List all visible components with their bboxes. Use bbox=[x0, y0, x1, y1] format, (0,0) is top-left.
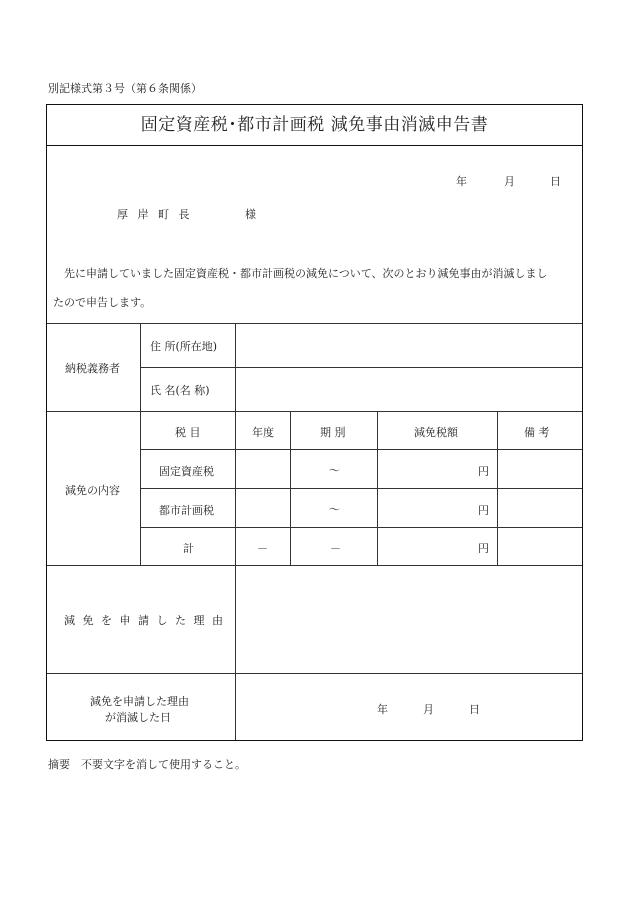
rule-details-top bbox=[47, 411, 582, 412]
row-fixed-asset-period: ～ bbox=[329, 464, 340, 477]
header-period: 期 別 bbox=[320, 426, 346, 439]
row-total-label: 計 bbox=[183, 542, 194, 555]
addressee-name: 厚 岸 町 長 bbox=[117, 208, 193, 221]
rule-details-row1 bbox=[140, 449, 582, 450]
details-section-label: 減免の内容 bbox=[65, 484, 120, 497]
date-year-label: 年 bbox=[456, 175, 467, 188]
form-label: 別記様式第３号（第６条関係） bbox=[48, 82, 202, 95]
name-label: 氏 名(名 称) bbox=[150, 384, 210, 397]
row-city-planning-period: ～ bbox=[329, 503, 340, 516]
row-city-planning-tax: 都市計画税 bbox=[159, 504, 214, 517]
date-month-label: 月 bbox=[504, 175, 515, 188]
rule-details-row3 bbox=[140, 527, 582, 528]
statement-line-1: 先に申請していました固定資産税・都市計画税の減免について、次のとおり減免事由が消滅しまし bbox=[64, 267, 548, 280]
reason-field[interactable] bbox=[236, 566, 582, 673]
ended-label-line-2: が消滅した日 bbox=[105, 711, 171, 724]
name-field[interactable] bbox=[236, 368, 582, 411]
rule-period-column bbox=[377, 411, 378, 565]
address-label: 住 所(所在地) bbox=[150, 340, 218, 353]
footer-note: 摘要 不要文字を消して使用すること。 bbox=[48, 758, 246, 771]
rule-amount-column bbox=[497, 411, 498, 565]
reason-label: 減 免 を 申 請 し た 理 由 bbox=[64, 614, 225, 627]
ended-day-label: 日 bbox=[469, 703, 480, 716]
rule-label-column bbox=[140, 323, 141, 565]
row-total-yen: 円 bbox=[478, 542, 489, 555]
row-total-year: － bbox=[257, 542, 268, 555]
statement-line-2: たので申告します。 bbox=[53, 296, 152, 309]
address-field[interactable] bbox=[236, 324, 582, 367]
header-note: 備 考 bbox=[524, 426, 550, 439]
row-fixed-asset-tax: 固定資産税 bbox=[159, 465, 214, 478]
ended-month-label: 月 bbox=[423, 703, 434, 716]
header-amount: 減免税額 bbox=[414, 426, 458, 439]
ended-label-line-1: 減免を申請した理由 bbox=[90, 695, 189, 708]
ended-year-label: 年 bbox=[377, 703, 388, 716]
rule-ended-top bbox=[47, 673, 582, 674]
form-title: 固定資産税･都市計画税 減免事由消滅申告書 bbox=[47, 105, 582, 146]
taxpayer-section-label: 納税義務者 bbox=[65, 362, 120, 375]
application-form bbox=[46, 104, 583, 741]
row-city-planning-yen: 円 bbox=[478, 504, 489, 517]
header-tax: 税 目 bbox=[175, 426, 201, 439]
date-day-label: 日 bbox=[550, 175, 561, 188]
header-year: 年度 bbox=[252, 426, 274, 439]
row-total-period: － bbox=[330, 542, 341, 555]
rule-year-column bbox=[290, 411, 291, 565]
rule-details-row2 bbox=[140, 488, 582, 489]
addressee-honorific: 様 bbox=[245, 208, 256, 221]
row-fixed-asset-yen: 円 bbox=[478, 465, 489, 478]
